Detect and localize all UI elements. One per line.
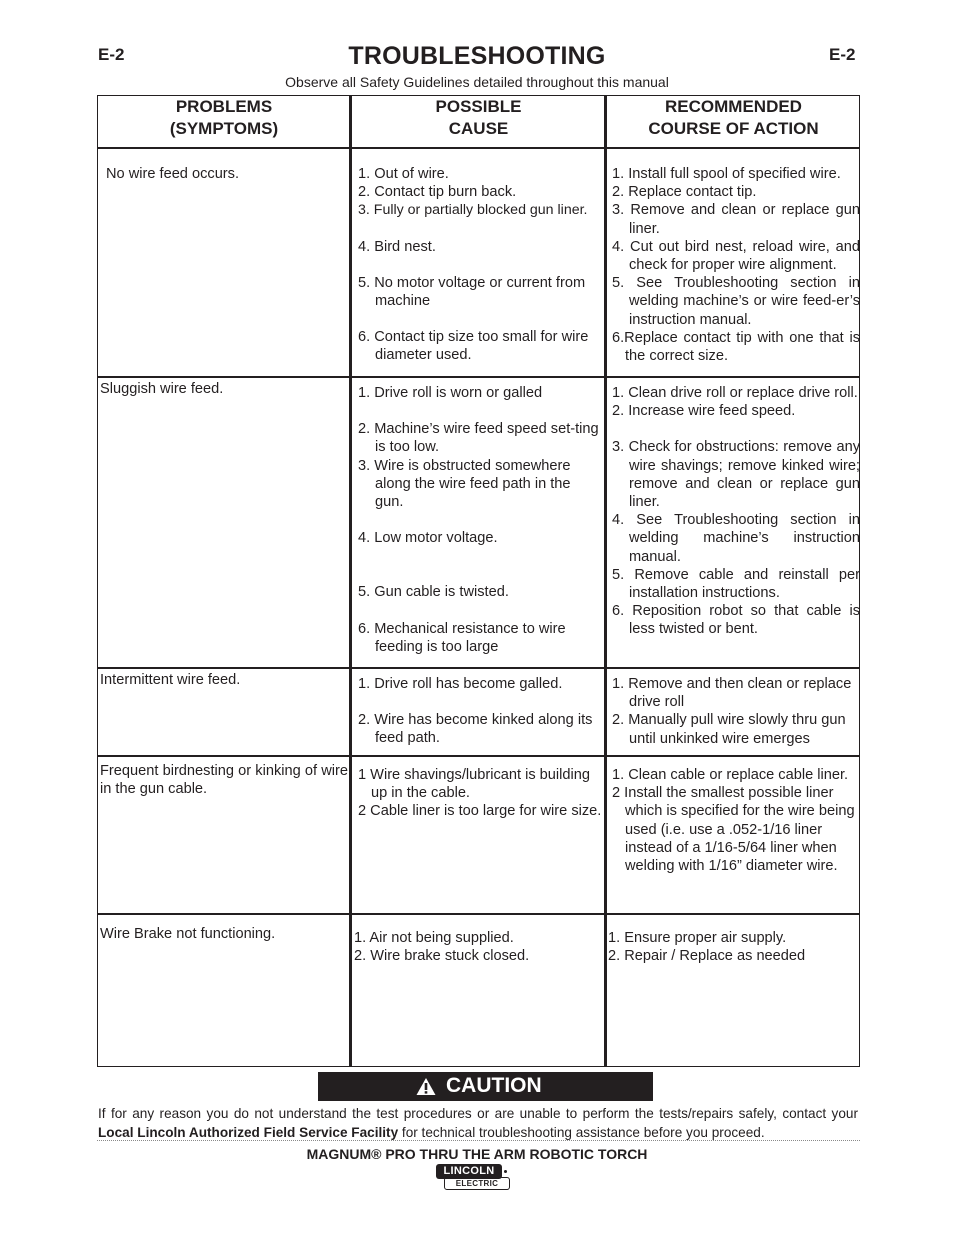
caution-text-after: for technical troubleshooting assistance before you proceed. xyxy=(398,1125,765,1140)
cause-item: 3. Fully or partially blocked gun liner. xyxy=(358,202,588,219)
action-item: 2. Replace contact tip. xyxy=(612,184,757,201)
header-action xyxy=(607,96,860,147)
field-service-facility: Local Lincoln Authorized Field Service Facility xyxy=(98,1125,399,1140)
action-item: 1. Remove and then clean or replace drive roll xyxy=(612,676,852,711)
action-item: 3. Check for obstructions: remove any wire shavings; remove kinked wire; remove and clean or replace gun liner. xyxy=(612,439,860,511)
page-title: TROUBLESHOOTING xyxy=(348,42,606,70)
row-divider xyxy=(98,755,859,757)
header-cause xyxy=(352,96,605,147)
action-item: 1. Clean cable or replace cable liner. xyxy=(612,767,849,783)
problem-frequent-birdnesting: Frequent birdnesting or kinking of wire in the gun cable. xyxy=(100,763,348,798)
page-number-right: E-2 xyxy=(829,45,856,64)
cause-item: 1. Drive roll has become galled. xyxy=(358,676,563,692)
action-list xyxy=(612,766,860,875)
column-divider xyxy=(349,96,352,1066)
action-item: 4. See Troubleshooting section in welding machine’s instruction manual. xyxy=(612,512,860,565)
cause-list xyxy=(358,766,602,821)
cause-item: 2. Wire brake stuck closed. xyxy=(354,948,530,965)
header-problems-line1: PROBLEMS xyxy=(175,97,273,116)
row-divider xyxy=(98,376,859,378)
warning-triangle-icon xyxy=(416,1077,436,1096)
cause-item: 1. Out of wire. xyxy=(358,166,449,182)
cause-item: 1. Drive roll is worn or galled xyxy=(358,385,543,401)
problem-sluggish-wire-feed: Sluggish wire feed. xyxy=(100,381,224,397)
cause-item: 4. Low motor voltage. xyxy=(358,530,498,547)
action-item: 1. Clean drive roll or replace drive roll. xyxy=(612,385,858,401)
caution-notice xyxy=(98,1104,858,1142)
action-item: 3. Remove and clean or replace gun liner. xyxy=(612,202,860,237)
action-item: 2. Repair / Replace as needed xyxy=(608,948,806,965)
header-problems xyxy=(98,96,350,147)
action-list xyxy=(612,675,860,748)
action-item: 6. Reposition robot so that cable is less twisted or bent. xyxy=(612,603,860,638)
caution-text-before: If for any reason you do not understand the test procedures or are unable to perform the tests/repairs safely, contact your xyxy=(98,1106,858,1121)
action-item: 4. Cut out bird nest, reload wire, and check for proper wire alignment. xyxy=(612,238,860,274)
action-item: 2. Increase wire feed speed. xyxy=(612,403,796,420)
cause-item: 2. Contact tip burn back. xyxy=(358,184,517,201)
cause-item: 6. Contact tip size too small for wire diameter used. xyxy=(358,329,589,364)
header-problems-line2: (SYMPTOMS) xyxy=(169,119,279,138)
action-item: 6.Replace contact tip with one that is the correct size. xyxy=(612,329,860,365)
cause-list xyxy=(358,675,602,748)
row-divider xyxy=(98,913,859,915)
footer-divider xyxy=(97,1140,860,1141)
header-cause-line2: CAUSE xyxy=(448,119,509,138)
cause-item: 5. Gun cable is twisted. xyxy=(358,584,509,601)
problem-intermittent-wire-feed: Intermittent wire feed. xyxy=(100,672,241,688)
cause-list xyxy=(358,165,602,365)
page-number-left: E-2 xyxy=(98,45,125,64)
row-divider xyxy=(98,667,859,669)
header-action-line1: RECOMMENDED xyxy=(665,97,802,116)
lincoln-electric-logo xyxy=(436,1164,510,1191)
logo-bottom-text: ELECTRIC xyxy=(444,1177,510,1190)
header-cause-line1: POSSIBLE xyxy=(435,97,522,116)
cause-item: 2. Wire has become kinked along its feed path. xyxy=(358,712,593,747)
cause-item: 1 Wire shavings/lubricant is building up in the cable. xyxy=(358,767,590,802)
problem-wire-brake: Wire Brake not functioning. xyxy=(100,926,276,942)
action-list xyxy=(612,165,860,365)
cause-item: 2 Cable liner is too large for wire size. xyxy=(358,803,602,820)
cause-item: 4. Bird nest. xyxy=(358,238,436,255)
safety-note: Observe all Safety Guidelines detailed throughout this manual xyxy=(285,74,669,90)
problem-no-wire-feed: No wire feed occurs. xyxy=(106,166,240,182)
header-action-line2: COURSE OF ACTION xyxy=(648,119,819,138)
action-list xyxy=(612,384,860,639)
action-item: 2 Install the smallest possible liner which is specified for the wire being used (i.e. use a .052-1/16 liner instead of a 1/16-5/64 liner when welding with 1/16” diameter wire. xyxy=(612,785,855,875)
cause-item: 6. Mechanical resistance to wire feeding is too large xyxy=(358,620,566,655)
action-item: 1. Ensure proper air supply. xyxy=(608,930,787,946)
caution-banner xyxy=(318,1072,653,1101)
cause-item: 1. Air not being supplied. xyxy=(354,930,514,946)
action-item: 5. See Troubleshooting section in welding machine’s or wire feed-er’s instruction manual. xyxy=(612,275,860,328)
footer-product-name: MAGNUM® PRO THRU THE ARM ROBOTIC TORCH xyxy=(306,1146,648,1162)
logo-dot xyxy=(504,1170,507,1173)
cause-list xyxy=(354,929,598,965)
cause-item: 3. Wire is obstructed somewhere along the wire feed path in the gun. xyxy=(358,457,571,511)
logo-top-text: LINCOLN xyxy=(436,1164,502,1179)
action-item: 2. Manually pull wire slowly thru gun until unkinked wire emerges xyxy=(612,712,846,747)
caution-label: CAUTION xyxy=(446,1074,542,1097)
header-divider xyxy=(98,147,859,149)
action-list xyxy=(608,929,856,965)
cause-list xyxy=(358,384,602,656)
cause-item: 2. Machine’s wire feed speed set-ting is too low. xyxy=(358,421,599,456)
column-divider xyxy=(604,96,607,1066)
action-item: 1. Install full spool of specified wire. xyxy=(612,166,841,182)
troubleshooting-table xyxy=(97,95,860,1067)
cause-item: 5. No motor voltage or current from machine xyxy=(358,274,586,310)
action-item: 5. Remove cable and reinstall per installation instructions. xyxy=(612,566,860,602)
